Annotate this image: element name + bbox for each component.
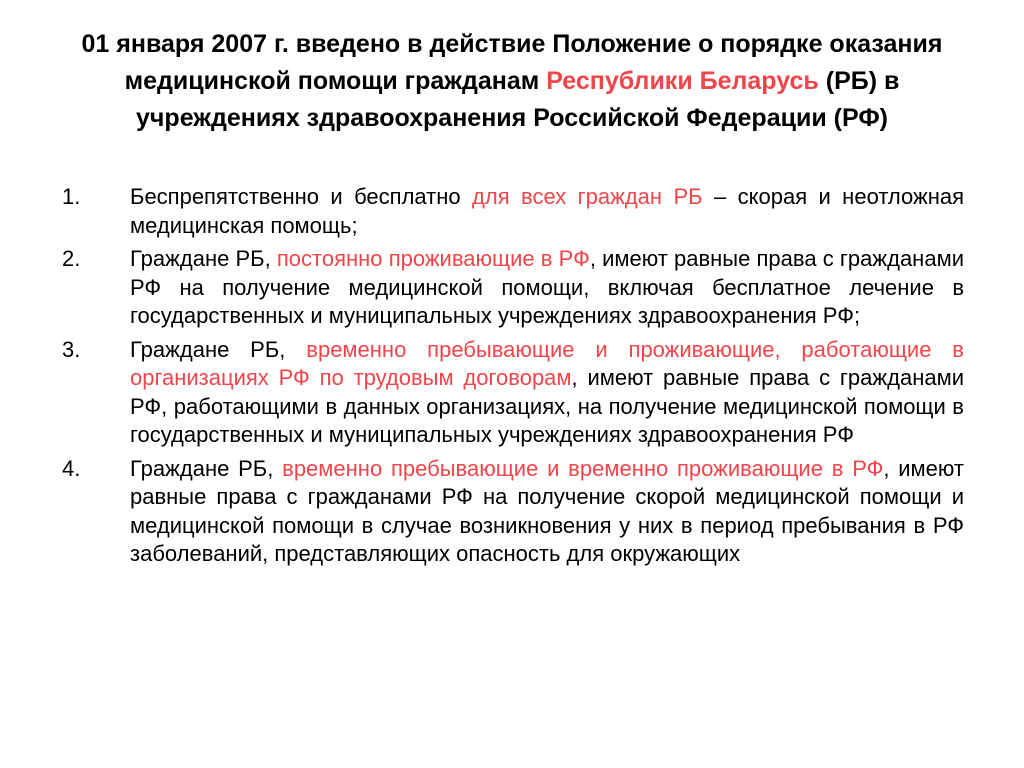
- item-highlight: временно пребывающие и временно проживающие в РФ: [282, 455, 884, 481]
- item-text-end: , имеют равные права с гражданами РФ на получение медицинской помощи, включая бесплатное лечение в государственных и муниципальных учреждениях здравоохранения РФ;: [130, 246, 964, 328]
- item-number: 1.: [62, 184, 81, 209]
- list-item: [62, 336, 964, 450]
- slide-title: [70, 26, 954, 137]
- provisions-list: [62, 183, 964, 574]
- title-text-end: (РБ) в учреждениях здравоохранения Российской Федерации (РФ): [136, 67, 900, 132]
- item-highlight: постоянно проживающие в РФ: [276, 246, 590, 271]
- list-item: [62, 245, 964, 331]
- item-text: Граждане РБ,: [130, 246, 277, 271]
- item-number: 4.: [62, 455, 81, 481]
- title-highlight: Республики Беларусь: [546, 67, 819, 95]
- item-highlight: временно пребывающие и проживающие, работающие в организациях РФ по трудовым договорам: [130, 336, 964, 390]
- title-text-start: 01 января 2007 г. введено в действие Положение о порядке оказания медицинской помощи гражданам: [81, 30, 943, 95]
- item-text: Беспрепятственно и бесплатно: [130, 184, 473, 209]
- item-text-end: , имеют равные права с гражданами РФ, работающими в данных организациях, на получение медицинской помощи в государственных и муниципальных учреждениях здравоохранения РФ: [130, 365, 964, 447]
- list-item: [62, 455, 964, 569]
- item-text-end: , имеют равные права с гражданами РФ на получение скорой медицинской помощи и медицинской помощи в случае возникновения у них в период пребывания в РФ заболеваний, представляющих опасность для окружающих: [130, 455, 964, 566]
- item-highlight: для всех граждан РБ: [472, 184, 703, 209]
- item-number: 3.: [62, 336, 81, 362]
- item-text-end: – скорая и неотложная медицинская помощь;: [130, 184, 965, 238]
- item-text: Граждане РБ,: [130, 455, 283, 481]
- item-text: Граждане РБ,: [130, 336, 307, 362]
- item-number: 2.: [62, 246, 81, 271]
- list-item: [62, 183, 964, 240]
